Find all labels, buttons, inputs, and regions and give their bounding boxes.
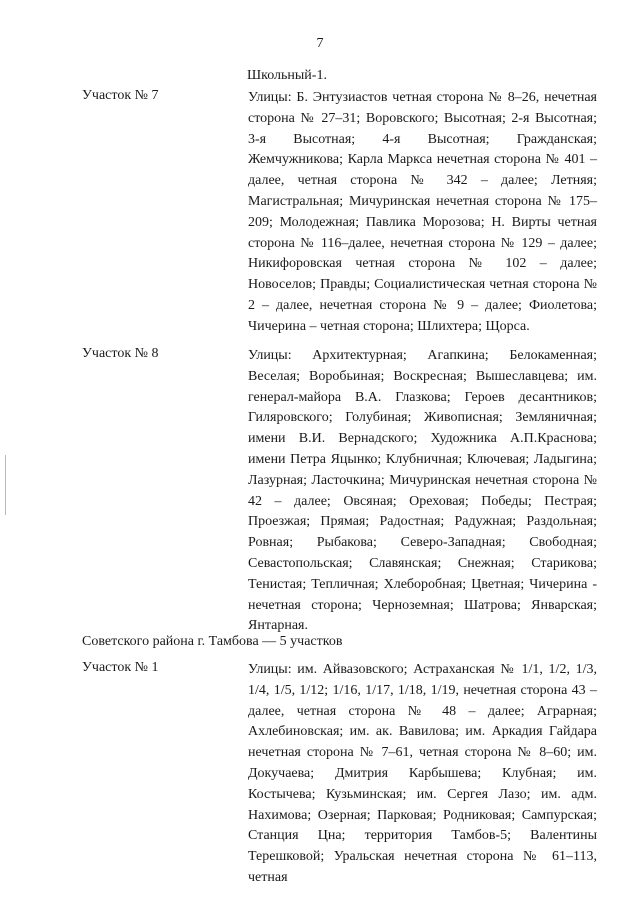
page-number: 7 [316,36,324,51]
district-header: Советского района г. Тамбова — 5 участков [82,634,343,649]
margin-scan-mark [5,455,6,515]
section-label: Участок № 1 [82,660,159,675]
section-streets: Улицы: Б. Энтузиастов четная сторона № 8–26, нечетная сторона № 27–31; Воровского; Высотная; 2-я Высотная; 3-я Высотная; 4-я Высотная; Гражданская; Жемчужникова; Карла Маркса нечетная сторона № 401 – далее, четная сторона № 342 – далее; Летняя; Магистральная; Мичуринская нечетная сторона № 175–209; Молодежная; Павлика Морозова; Н. Вирты четная сторона № 116–далее, нечетная сторона № 129 – далее; Никифоровская четная сторона № 102 – далее; Новоселов; Правды; Социалистическая четная сторона № 2 – далее, нечетная сторона № 9 – далее; Фиолетова; Чичерина – четная сторона; Шлихтера; Щорса. [248,90,597,334]
continuation-text: Школьный-1. [247,68,327,83]
section-label: Участок № 7 [82,88,159,103]
section-streets: Улицы: им. Айвазовского; Астраханская № 1/1, 1/2, 1/3, 1/4, 1/5, 1/12; 1/16, 1/17, 1/18, 1/19, нечетная сторона 43 – далее, четная сторона № 48 – далее; Аграрная; Ахлебиновская; им. ак. Вавилова; им. Аркадия Гайдара нечетная сторона № 7–61, четная сторона № 8–60; им. Докучаева; Дмитрия Карбышева; Клубная; им. Костычева; Кузьминская; им. Сергея Лазо; им. адм. Нахимова; Озерная; Парковая; Родниковая; Сампурская; Станция Цна; территория Тамбов-5; Валентины Терешковой; Уральская нечетная сторона № 61–113, четная [248,662,597,885]
section-streets: Улицы: Архитектурная; Агапкина; Белокаменная; Веселая; Воробьиная; Воскресная; Вышеславцева; им. генерал-майора В.А. Глазкова; Героев десантников; Гиляровского; Голубиная; Живописная; Земляничная; имени В.И. Вернадского; Художника А.П.Краснова; имени Петра Яцынко; Клубничная; Ключевая; Ладыгина; Лазурная; Ласточкина; Мичуринская нечетная сторона № 42 – далее; Овсяная; Ореховая; Победы; Пестрая; Проезжая; Прямая; Радостная; Радужная; Раздольная; Ровная; Рыбакова; Северо-Западная; Свободная; Севастопольская; Славянская; Снежная; Старикова; Тенистая; Тепличная; Хлеборобная; Цветная; Чичерина - нечетная сторона; Черноземная; Шатрова; Январская; Янтарная. [248,348,597,634]
section-label: Участок № 8 [82,346,159,361]
